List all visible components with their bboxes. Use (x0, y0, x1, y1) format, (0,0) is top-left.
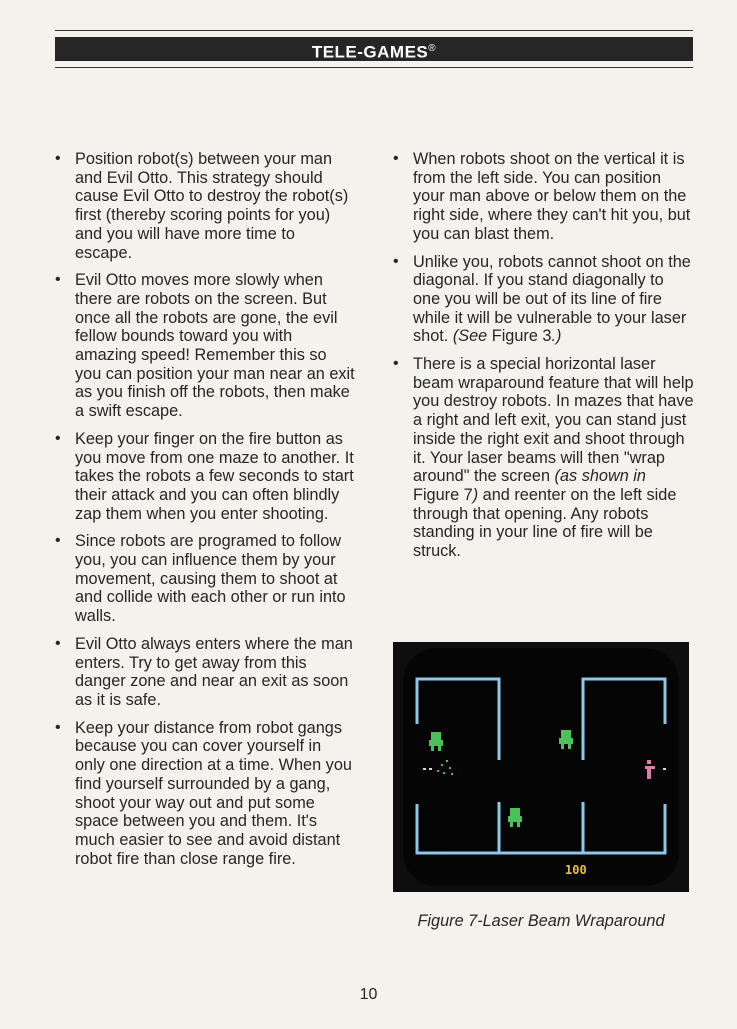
tip-text-end: and reenter on the left side through that opening. Any robots standing in your line of fire will be struck. (413, 485, 677, 561)
bullet-icon: • (55, 634, 61, 652)
list-item (55, 532, 355, 626)
figure-caption: Figure 7-Laser Beam Wraparound (417, 912, 665, 930)
tip-text: Evil Otto always enters where the man enters. Try to get away from this danger zone and near an exit as soon as it is safe. (75, 634, 353, 709)
see-ref: (See (452, 327, 492, 346)
list-item (393, 150, 695, 244)
header-title: TELE-GAMES (311, 42, 429, 62)
screen-bezel (403, 648, 679, 886)
tip-text: There is a special horizontal laser beam wraparound feature that will help you destroy robots. In mazes that have a right and left exit, you can stand just inside the right exit and shoot through it. Your laser beams will then "wrap around" the screen (413, 355, 694, 486)
tip-text: Position robot(s) between your man and Evil Otto. This strategy should cause Evil Otto to destroy the robot(s) first (thereby scoring points for you) and you will have more time to escape. (75, 150, 349, 262)
header-rule-bottom (55, 67, 693, 68)
list-item (393, 355, 695, 561)
bullet-icon: • (55, 429, 61, 447)
bullet-icon: • (393, 150, 399, 167)
tip-text: When robots shoot on the vertical it is from the left side. You can position your man above or below them on the right side, where they can't hit you, but you can blast them. (413, 150, 691, 243)
bullet-icon: • (55, 718, 61, 736)
figure-ref: Figure 3 (491, 327, 552, 346)
tip-text: Since robots are programed to follow you, you can influence them by your movement, causing them to shoot at and collide with each other or run into walls. (75, 532, 346, 626)
game-screen (393, 642, 689, 892)
see-ref-end: .) (551, 327, 562, 346)
as-shown-ref-end: ) (472, 485, 479, 504)
header-banner (55, 37, 693, 61)
list-item (55, 635, 355, 710)
tip-text: Unlike you, robots cannot shoot on the diagonal. If you stand diagonally to one you will be out of its line of fire while it will be vulnerable to your laser shot. (413, 252, 691, 346)
left-tips-list (55, 150, 355, 868)
left-column (55, 150, 355, 877)
right-tips-list (393, 150, 695, 561)
list-item (55, 719, 355, 869)
bullet-icon: • (55, 532, 61, 550)
list-item (55, 271, 355, 421)
as-shown-ref: (as shown in (554, 467, 646, 486)
page-number: 10 (359, 986, 378, 1003)
figure-7-screenshot (393, 642, 689, 892)
header-rule-top (55, 30, 693, 31)
bullet-icon: • (55, 271, 61, 289)
list-item (55, 430, 355, 524)
score-readout: 100 (565, 863, 587, 877)
right-column (393, 150, 695, 570)
tip-text: Keep your distance from robot gangs because you can cover yourself in only one direction at a time. When you find yourself surrounded by a gang, shoot your way out and put some space between you and them. It's much easier to see and avoid distant robot fire than close range fire. (75, 718, 352, 868)
bullet-icon: • (55, 150, 61, 167)
bullet-icon: • (393, 252, 399, 270)
tip-text: Keep your finger on the fire button as you move from one maze to another. It takes the robots a few seconds to start their attack and you can often blindly zap them when you enter shooting. (75, 429, 354, 523)
bullet-icon: • (393, 355, 399, 373)
tip-text: Evil Otto moves more slowly when there are robots on the screen. But once all the robots are gone, the evil fellow bounds toward you with amazing speed! Remember this so you can position your man near an exit as you finish off the robots, then make a swift escape. (75, 271, 355, 421)
list-item (393, 253, 695, 347)
figure-ref: Figure 7 (413, 485, 473, 504)
registered-mark: ® (428, 43, 437, 54)
list-item (55, 150, 355, 262)
